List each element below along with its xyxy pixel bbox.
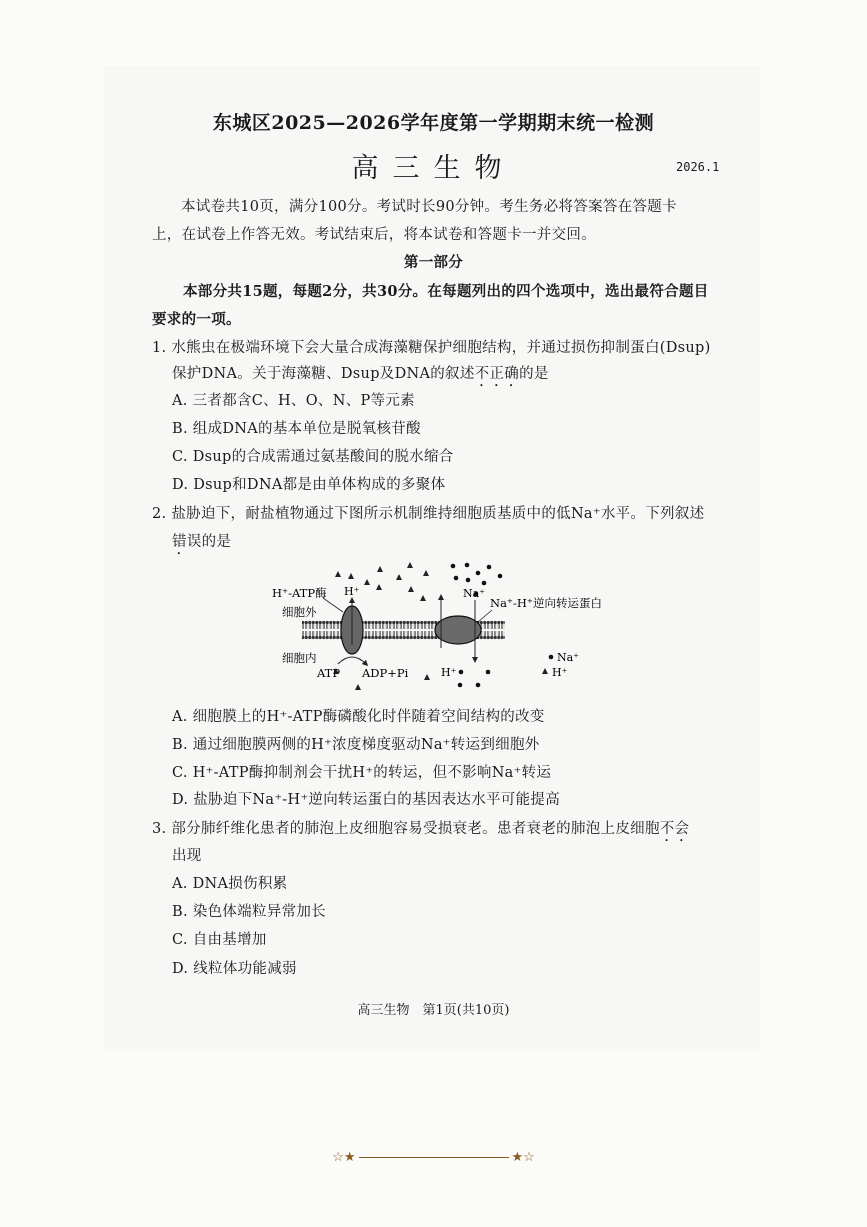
q3-option-a: A. DNA损伤积累 xyxy=(172,876,288,892)
label-adp-pi: ADP+Pi xyxy=(362,666,409,680)
q3-emphasis: 不会 xyxy=(659,821,690,837)
label-h-top: H⁺ xyxy=(344,585,360,598)
legend-h: H⁺ xyxy=(552,666,568,679)
q3-option-c: C. 自由基增加 xyxy=(172,932,267,948)
q2-stem-line-2 xyxy=(172,530,231,558)
q1-stem-line-2 xyxy=(172,362,549,390)
q1-stem-line-1: 1. 水熊虫在极端环境下会大量合成海藻糖保护细胞结构，并通过损伤抑制蛋白(Dsup) xyxy=(152,340,711,356)
legend-na: Na⁺ xyxy=(557,651,579,664)
q2-emphasis: 错 xyxy=(172,534,187,550)
star-icon-right: ★☆ xyxy=(511,1150,535,1165)
q1-stem-end: 的是 xyxy=(519,366,549,382)
part-instruction-1: 本部分共15题，每题2分，共30分。在每题列出的四个选项中，选出最符合题目 xyxy=(183,283,709,300)
q1-option-c: C. Dsup的合成需通过氨基酸间的脱水缩合 xyxy=(172,449,454,465)
decorative-star-divider xyxy=(0,1150,867,1165)
q2-option-b: B. 通过细胞膜两侧的H⁺浓度梯度驱动Na⁺转运到细胞外 xyxy=(172,737,540,753)
membrane-transport-diagram xyxy=(262,555,602,695)
q1-emphasis: 不正确 xyxy=(474,366,520,382)
q3-option-b: B. 染色体端粒异常加长 xyxy=(172,904,326,920)
q1-stem-text: 保护DNA。关于海藻糖、Dsup及DNA的叙述 xyxy=(172,366,475,382)
intro-line-1: 本试卷共10页，满分100分。考试时长90分钟。考生务必将答案答在答题卡 xyxy=(181,199,677,215)
q3-option-d: D. 线粒体功能减弱 xyxy=(172,961,297,977)
exam-title: 东城区2025—2026学年度第一学期期末统一检测 xyxy=(212,112,655,134)
label-outside: 细胞外 xyxy=(282,605,317,619)
q1-option-d: D. Dsup和DNA都是由单体构成的多聚体 xyxy=(172,477,446,493)
label-na-top: Na⁺ xyxy=(463,587,485,600)
na-h-antiporter-protein xyxy=(435,616,481,644)
label-atp: ATP xyxy=(317,666,341,680)
q2-option-a: A. 细胞膜上的H⁺-ATP酶磷酸化时伴随着空间结构的改变 xyxy=(172,709,545,725)
q1-option-a: A. 三者都含C、H、O、N、P等元素 xyxy=(172,393,415,409)
exam-date: 2026.1 xyxy=(676,160,720,174)
subject-title: 高三生物 xyxy=(351,153,516,184)
label-antiporter: Na⁺-H⁺逆向转运蛋白 xyxy=(490,596,602,610)
label-inside: 细胞内 xyxy=(282,651,317,665)
label-h-bottom: H⁺ xyxy=(441,666,457,679)
part-instruction-2: 要求的一项。 xyxy=(152,311,241,328)
q3-stem-line-2: 出现 xyxy=(172,848,202,864)
part-heading: 第一部分 xyxy=(403,254,464,271)
atpase-leader-line xyxy=(323,598,343,612)
q2-option-c: C. H⁺-ATP酶抑制剂会干扰H⁺的转运，但不影响Na⁺转运 xyxy=(172,765,552,781)
label-h-atpase: H⁺-ATP酶 xyxy=(272,586,327,600)
intro-line-2: 上，在试卷上作答无效。考试结束后，将本试卷和答题卡一并交回。 xyxy=(152,227,596,243)
page-footer: 高三生物 第1页(共10页) xyxy=(357,1003,510,1018)
divider-line xyxy=(359,1157,509,1158)
q3-stem-line-1 xyxy=(152,817,689,845)
atp-hydrolysis-arrow xyxy=(338,657,366,664)
q2-stem-end: 误的是 xyxy=(186,534,232,550)
star-icon-left: ☆★ xyxy=(332,1150,356,1165)
q3-stem-text: 3. 部分肺纤维化患者的肺泡上皮细胞容易受损衰老。患者衰老的肺泡上皮细胞 xyxy=(152,821,660,837)
q2-option-d: D. 盐胁迫下Na⁺-H⁺逆向转运蛋白的基因表达水平可能提高 xyxy=(172,792,561,808)
q2-stem-line-1: 2. 盐胁迫下，耐盐植物通过下图所示机制维持细胞质基质中的低Na⁺水平。下列叙述 xyxy=(152,506,705,522)
q1-option-b: B. 组成DNA的基本单位是脱氧核苷酸 xyxy=(172,421,421,437)
